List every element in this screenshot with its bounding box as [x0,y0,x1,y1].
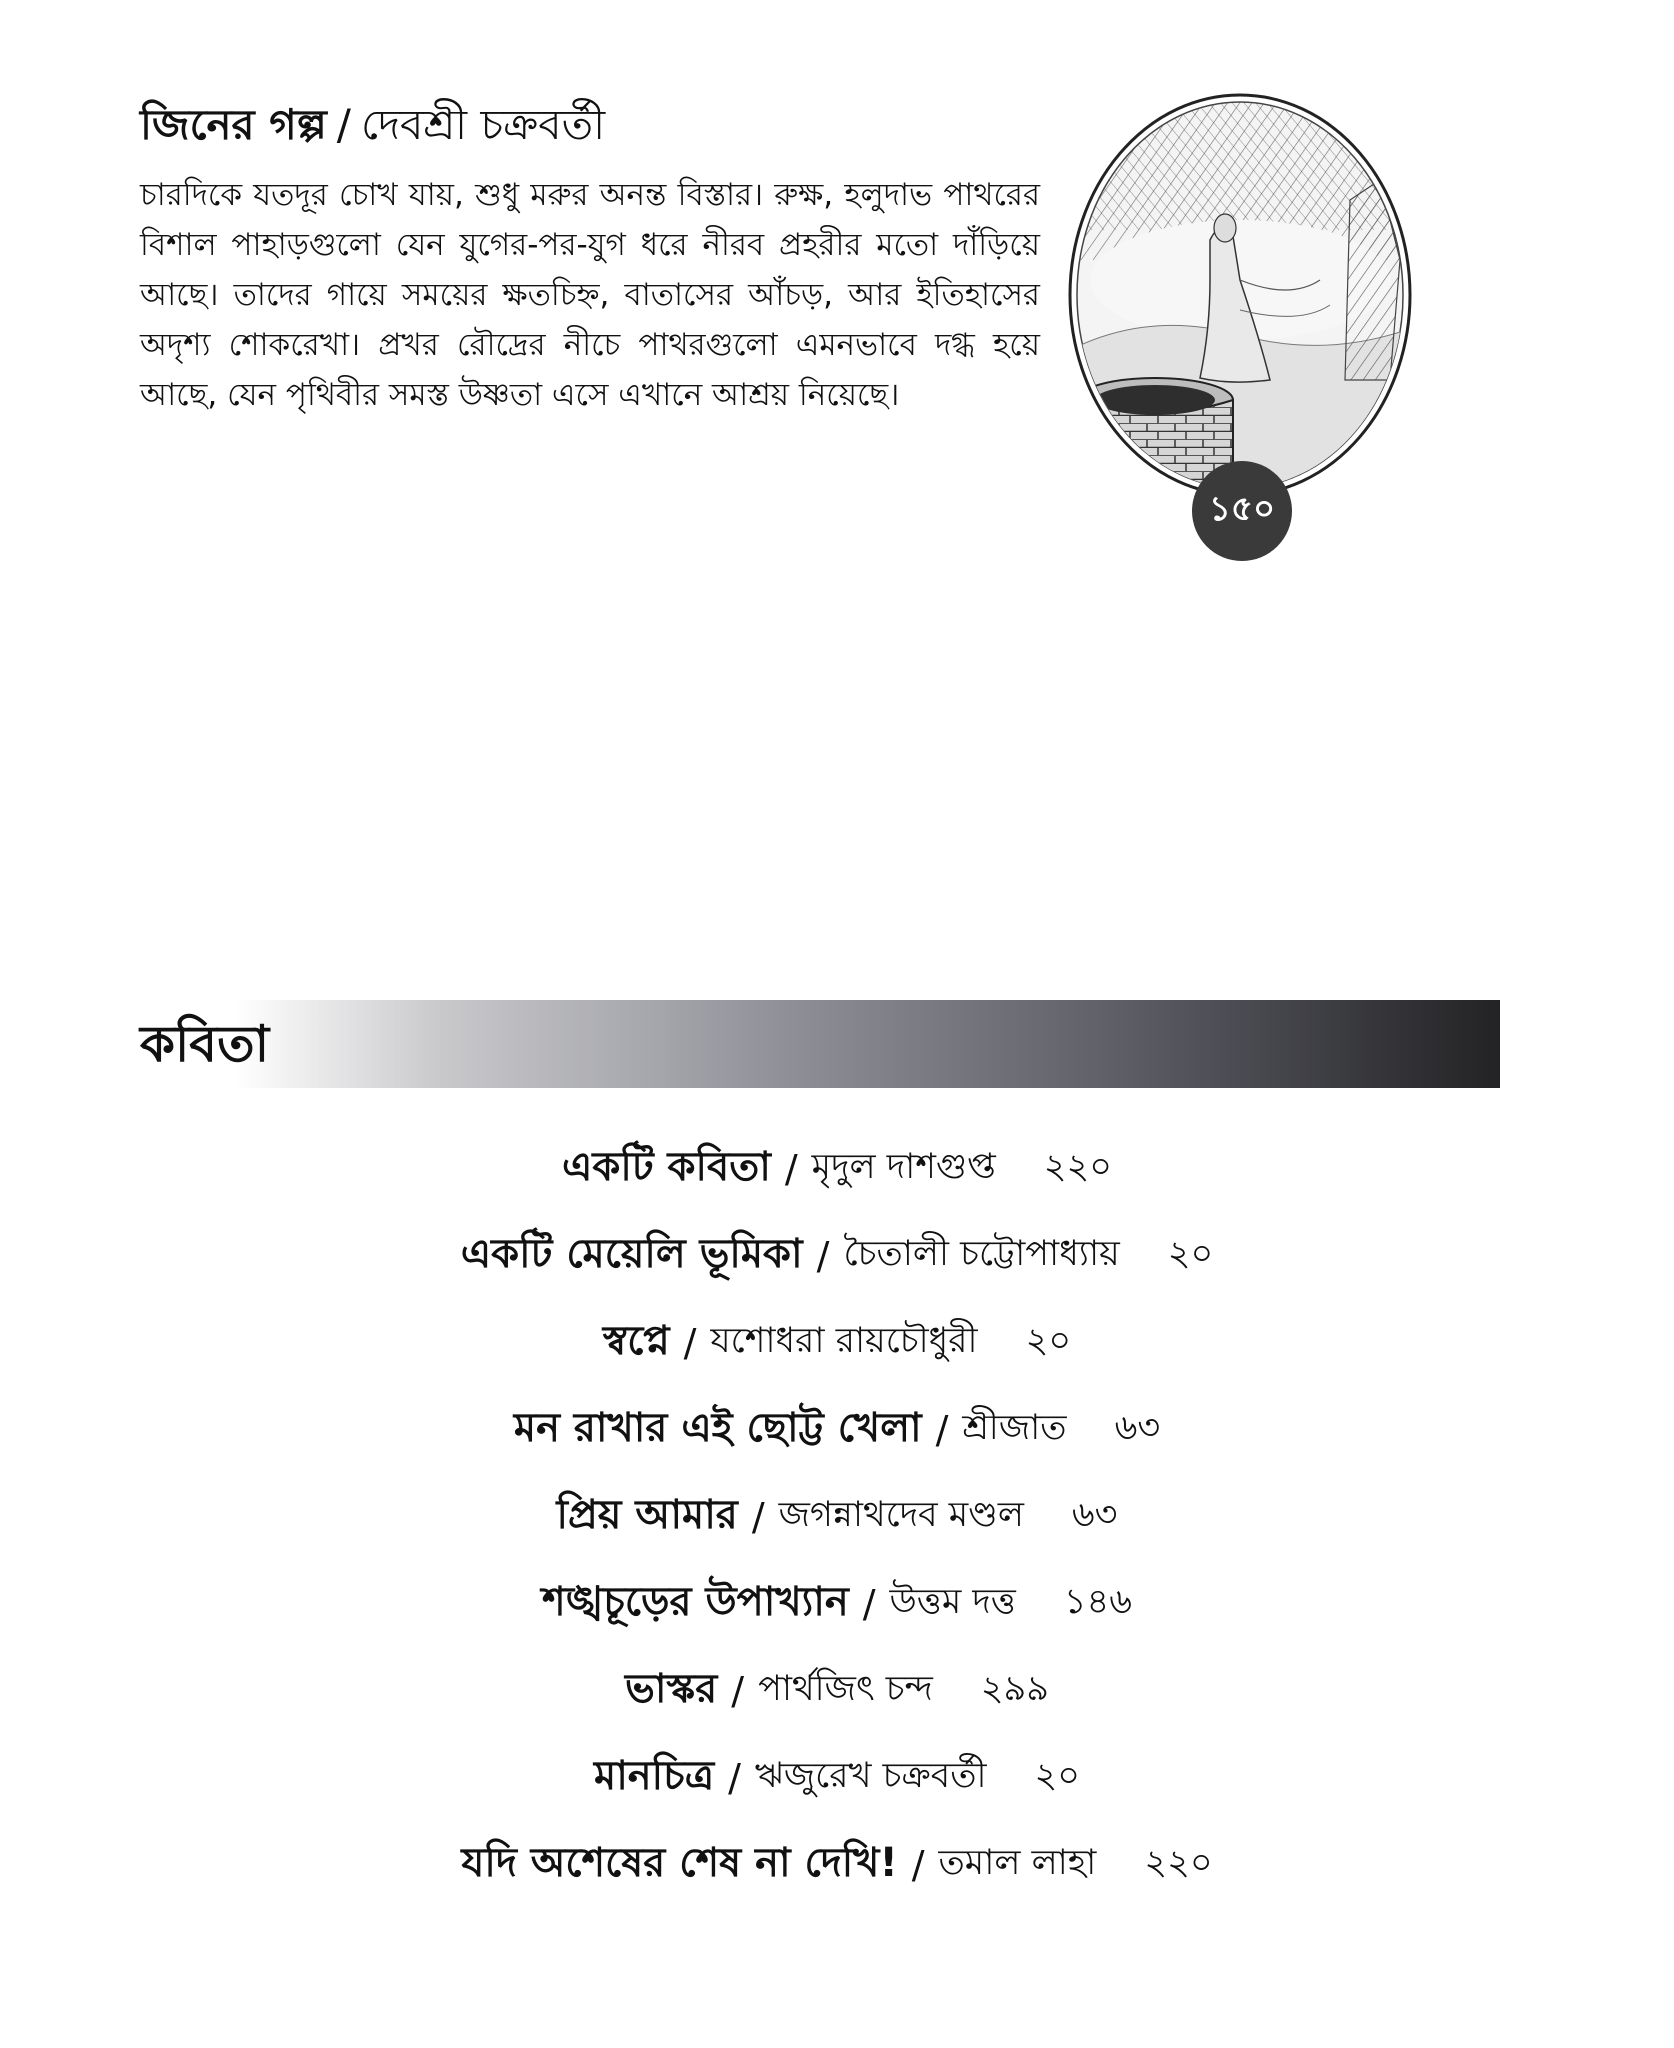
entry-separator: / [862,1581,876,1626]
page-number-badge: ১৫০ [1192,461,1292,561]
entry-separator: / [728,1755,741,1800]
entry-separator: / [911,1842,925,1887]
toc-entry [0,1647,1674,1734]
poem-author: তমাল লাহা [938,1843,1097,1883]
entry-separator: / [751,1494,765,1539]
poem-title: যদি অশেষের শেষ না দেখি! [461,1840,898,1886]
toc-entry [0,1125,1674,1212]
toc-entry [0,1473,1674,1560]
poem-author: মৃদুল দাশগুপ্ত [811,1147,996,1187]
section-title: কবিতা [140,1015,270,1073]
poem-title: একটি মেয়েলি ভূমিকা [460,1231,803,1277]
poem-contents-list [0,1125,1674,1908]
toc-entry [0,1386,1674,1473]
toc-entry [0,1734,1674,1821]
poem-title: একটি কবিতা [561,1144,771,1190]
poem-title: স্বপ্নে [602,1318,670,1364]
page-number: ২০ [1025,1321,1072,1361]
page-number: ৬৩ [1114,1408,1161,1448]
poem-title: শঙ্খচূড়ের উপাখ্যান [541,1579,849,1625]
page-number: ২০ [1167,1234,1214,1274]
page-number: ২২০ [1043,1147,1113,1187]
entry-separator: / [784,1146,798,1191]
page-number: ১৪৬ [1063,1582,1132,1622]
page-number: ২২০ [1144,1843,1213,1883]
entry-separator: / [683,1320,697,1365]
toc-entry [0,1560,1674,1647]
page-number: ৬৩ [1071,1495,1118,1535]
entry-separator: / [731,1668,745,1713]
story-heading [140,95,1040,155]
entry-separator: / [935,1407,949,1452]
story-author: দেবশ্রী চক্রবর্তী [360,100,606,149]
story-title: জিনের গল্প [140,100,327,149]
toc-entry [0,1821,1674,1908]
entry-separator: / [816,1233,830,1278]
poem-author: যশোধরা রায়চৌধুরী [710,1321,978,1361]
poem-author: ঋজুরেখ চক্রবর্তী [754,1756,987,1796]
poem-author: শ্রীজাত [962,1408,1067,1448]
page-number: ২০ [1034,1756,1081,1796]
poem-title: মানচিত্র [593,1753,715,1799]
poem-title: ভাস্কর [625,1666,718,1712]
story-excerpt: চারদিকে যতদূর চোখ যায়, শুধু মরুর অনন্ত বিস্তার। রুক্ষ, হলুদাভ পাথরের বিশাল পাহাড়গুলো যেন যুগের-পর-যুগ ধরে নীরব প্রহরীর মতো দাঁড়িয়ে আছে। তাদের গায়ে সময়ের ক্ষতচিহ্ন, বাতাসের আঁচড়, আর ইতিহাসের অদৃশ্য শোকরেখা। প্রখর রৌদ্রের নীচে পাথরগুলো এমনভাবে দগ্ধ হয়ে আছে, যেন পৃথিবীর সমস্ত উষ্ণতা এসে এখানে আশ্রয় নিয়েছে। [140,177,1040,413]
title-separator: / [336,100,351,149]
section-banner [140,1000,1500,1088]
toc-entry [0,1299,1674,1386]
poem-author: জগন্নাথদেব মণ্ডল [778,1495,1024,1535]
poem-title: প্রিয় আমার [556,1492,738,1538]
toc-entry [0,1212,1674,1299]
page-number: ২৯৯ [980,1669,1049,1709]
poem-title: মন রাখার এই ছোট্ট খেলা [513,1405,922,1451]
poem-author: পার্থজিৎ চন্দ [758,1669,933,1709]
poem-author: চৈতালী চট্টোপাধ্যায় [843,1234,1120,1274]
poem-author: উত্তম দত্ত [889,1582,1016,1622]
